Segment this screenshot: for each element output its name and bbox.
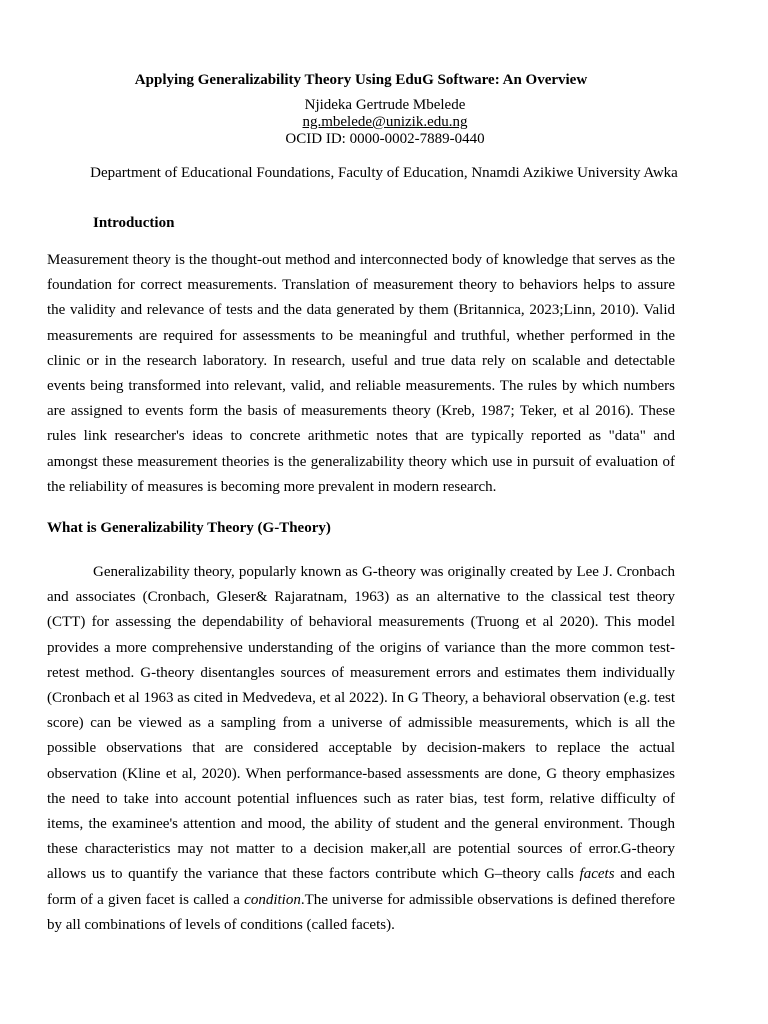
term-facets: facets bbox=[579, 866, 615, 883]
author-name: Njideka Gertrude Mbelede bbox=[304, 97, 466, 113]
author-block bbox=[0, 97, 768, 148]
gtheory-text-part1: Generalizability theory, popularly known as G-theory was originally created by Lee J. Cronbach and associates (Cronbach, Gleser& Rajaratnam, 1963) as an alternative to the classical test theory (CTT) for assessing the dependability of behavioral measurements (Truong et al 2020). This model provides a more comprehensive understanding of the origins of variance than the more common test-retest method. G-theory disentangles sources of measurement errors and estimates them individually (Cronbach et al 1963 as cited in Medvedeva, et al 2022). In G Theory, a behavioral observation (e.g. test score) can be viewed as a sampling from a universe of admissible measurements, which is all the possible observations that are considered acceptable by decision-makers to replace the actual observation (Kline et al, 2020). When performance-based assessments are done, G theory emphasizes the need to take into account potential influences such as rater bias, test form, relative difficulty of items, the examinee's attention and mood, the ability of student and the general environment. Though these characteristics may not matter to a decision maker,all are potential sources of error.G-theory allows us to quantify the variance that these factors contribute which G–theory calls bbox=[47, 564, 675, 883]
department-affiliation: Department of Educational Foundations, Faculty of Education, Nnamdi Azikiwe University Awka bbox=[90, 165, 678, 181]
paper-title: Applying Generalizability Theory Using EduG Software: An Overview bbox=[134, 72, 588, 88]
introduction-paragraph: Measurement theory is the thought-out method and interconnected body of knowledge that serves as the foundation for correct measurements. Translation of measurement theory to behaviors helps to assure the validity and relevance of tests and the data generated by them (Britannica, 2023;Linn, 2010). Valid measurements are required for assessments to be meaningful and truthful, whether performed in the clinic or in the research laboratory. In research, useful and true data rely on scalable and detectable events being transformed into relevant, valid, and reliable measurements. The rules by which numbers are assigned to events form the basis of measurements theory (Kreb, 1987; Teker, et al 2016). These rules link researcher's ideas to concrete arithmetic notes that are typically reported as "data" and amongst these measurement theories is the generalizability theory which use in pursuit of evaluation of the reliability of measures is becoming more prevalent in modern research. bbox=[47, 252, 675, 495]
term-condition: condition bbox=[244, 891, 301, 908]
author-orcid: OCID ID: 0000-0002-7889-0440 bbox=[285, 131, 485, 147]
gtheory-text-part2: and each form of a given facet is called a bbox=[47, 866, 675, 908]
author-email-link[interactable]: ng.mbelede@unizik.edu.ng bbox=[302, 114, 468, 130]
gtheory-paragraph bbox=[47, 560, 675, 938]
gtheory-heading: What is Generalizability Theory (G-Theory) bbox=[47, 520, 331, 536]
gtheory-text-part3: .The universe for admissible observations is defined therefore by all combinations of levels of conditions (called facets). bbox=[47, 891, 675, 933]
introduction-heading: Introduction bbox=[93, 215, 175, 231]
